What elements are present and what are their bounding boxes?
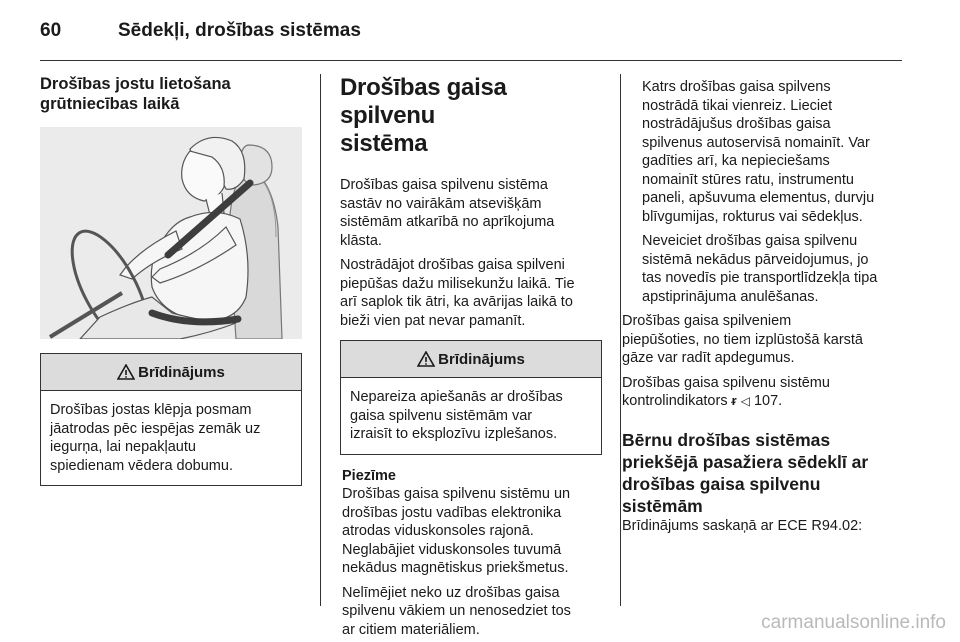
- paragraph-hot-gas: Drošības gaisa spilveniem piepūšoties, no tiem izplūstošā karstā gāze var radīt apdegumus.: [622, 313, 863, 366]
- ece-warning-text: Brīdinājums saskaņā ar ECE R94.02:: [622, 517, 863, 534]
- warning-text: Nepareiza apiešanās ar drošības gaisa spilvenu sistēmām var izraisīt to eksplozīvu izplešanos.: [350, 389, 563, 442]
- airbag-indicator-icon: ᵲ: [731, 393, 737, 408]
- watermark: carmanualsonline.info: [761, 612, 946, 633]
- warning-title: Brīdinājums: [138, 363, 225, 381]
- pregnant-driver-drawing: [40, 127, 302, 339]
- note-section: [340, 467, 602, 640]
- warning-header: [341, 341, 601, 378]
- column-left: [40, 74, 302, 486]
- warning-title: Brīdinājums: [438, 350, 525, 368]
- column-right: [622, 74, 904, 535]
- header-rule: [40, 60, 902, 61]
- page-reference-link[interactable]: 107.: [753, 393, 783, 409]
- column-divider: [320, 74, 321, 606]
- column-divider: [620, 74, 621, 606]
- indented-paragraph-replace: Katrs drošības gaisa spilvens nostrādā tikai vienreiz. Lieciet nostrādājušus drošības gaisa spilvenus autoservisā nomainīt. Var gadīties arī, ka nepieciešams nomainīt stūres ratu, instrumentu paneli, apšuvuma elementus, durvju blīvgumijas, rokturus vai sēdekļus.: [642, 79, 875, 225]
- warning-triangle-icon: [417, 351, 435, 367]
- paragraph-indicator: Drošības gaisa spilvenu sistēmu kontrolindikators ᵲ ◁ 107.: [622, 374, 830, 409]
- paragraph-airbag-intro: Drošības gaisa spilvenu sistēma sastāv no vairākām atsevišķām sistēmām atkarībā no aprīkojuma klāsta.: [340, 177, 555, 249]
- pregnant-driver-illustration: [40, 127, 302, 339]
- warning-box-pregnancy: [40, 353, 302, 486]
- section-heading-child-seats: Bērnu drošības sistēmas priekšējā pasažiera sēdeklī ar drošības gaisa spilvenu sistēmām: [622, 429, 869, 516]
- page-title: Sēdekļi, drošības sistēmas: [118, 20, 361, 41]
- page-reference-icon: ◁: [740, 394, 750, 408]
- note-paragraph-covers: Nelīmējiet neko uz drošības gaisa spilvenu vākiem un nenosedziet tos ar citiem materiāliem.: [342, 584, 571, 638]
- page-header: [40, 20, 902, 44]
- paragraph-airbag-deploy: Nostrādājot drošības gaisa spilveni piepūšas dažu milisekunžu laikā. Tie arī saplok tik ātri, ka avārijas laikā to bieži vien pat nevar pamanīt.: [340, 257, 575, 329]
- warning-box-airbag: [340, 340, 602, 455]
- page-number: 60: [40, 20, 62, 41]
- section-heading-airbag: Drošības gaisa spilvenu sistēma: [340, 74, 507, 157]
- note-paragraph-electronics: Drošības gaisa spilvenu sistēmu un drošības jostu vadības elektronika atrodas viduskonsoles rajonā. Neglabājiet viduskonsoles tuvumā nekādus magnētiskus priekšmetus.: [342, 486, 571, 576]
- warning-header: [41, 354, 301, 391]
- warning-triangle-icon: [117, 364, 135, 380]
- indented-paragraph-modify: Neveiciet drošības gaisa spilvenu sistēmā nekādus pārveidojumus, jo tas novedīs pie transportlīdzekļa tipa apstiprinājuma anulēšanas.: [642, 233, 878, 305]
- warning-text: Drošības jostas klēpja posmam jāatrodas pēc iespējas zemāk uz iegurņa, lai nepakļautu spiedienam vēdera dobumu.: [50, 402, 261, 474]
- section-heading-pregnancy: Drošības jostu lietošana grūtniecības laikā: [40, 75, 231, 113]
- column-middle: [340, 74, 602, 639]
- note-title: Piezīme: [342, 467, 396, 484]
